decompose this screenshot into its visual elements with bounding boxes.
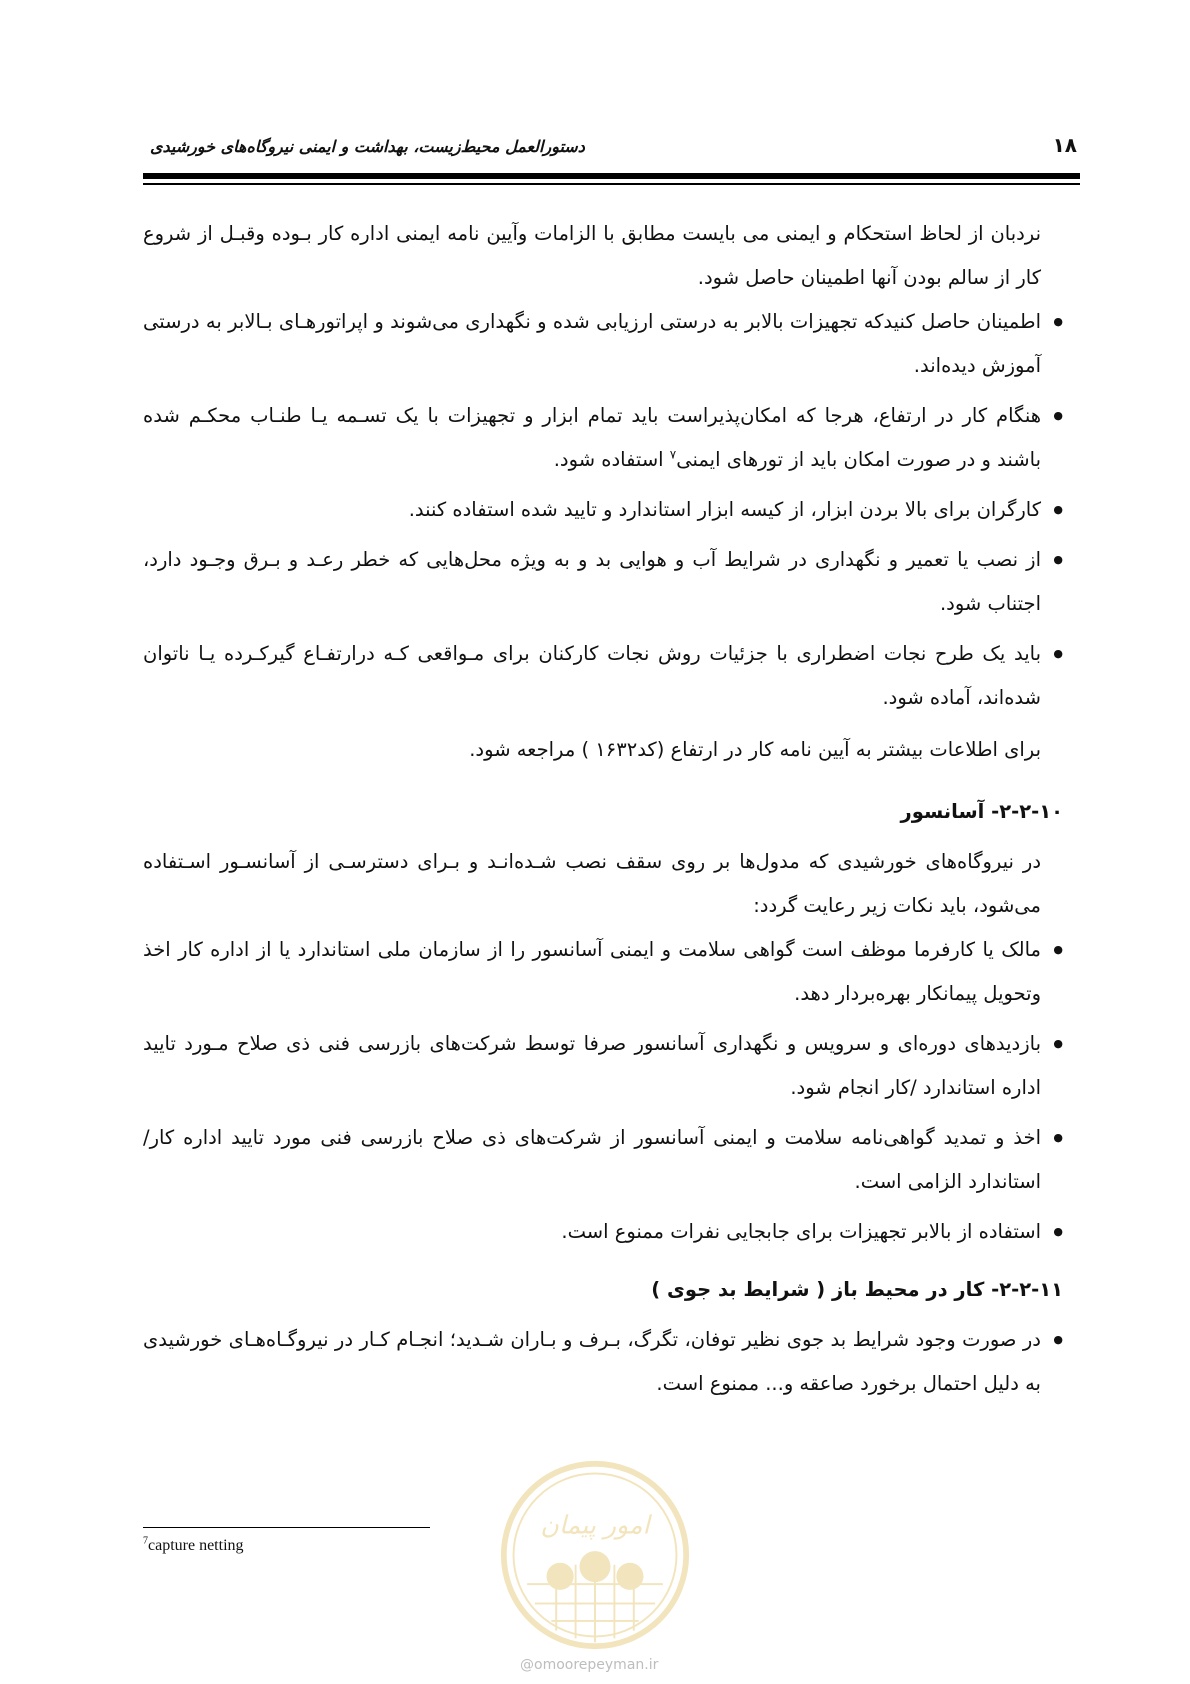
- footnote-text: capture netting: [148, 1537, 244, 1554]
- body-content: [143, 212, 1063, 1412]
- page-number: ۱۸: [1052, 133, 1077, 157]
- section-heading-elevator: ۲-۲-۱۰- آسانسور: [900, 800, 1063, 823]
- reference-paragraph: برای اطلاعات بیشتر به آیین نامه کار در ارتفاع (کد۱۶۳۲ ) مراجعه شود.: [469, 738, 1041, 761]
- intro-paragraph: نردبان از لحاظ استحکام و ایمنی می بایست مطابق با الزامات وآیین نامه ایمنی اداره کار بـوده وقبـل از شروع کار از سالم بودن آنها اطمینان حاصل شود.: [143, 222, 1041, 289]
- watermark-logo-text: امور پیمان: [540, 1510, 650, 1540]
- list-item: ● از نصب یا تعمیر و نگهداری در شرایط آب و هوایی بد و به ویژه محل‌هایی که خطر رعـد و بـرق وجـود دارد، اجتناب شود.: [143, 538, 1063, 626]
- section-paragraph-elevator: در نیروگاه‌های خورشیدی که مدول‌ها بر روی سقف نصب شـده‌انـد و بـرای دسترسـی از آسانسـور اسـتفاده می‌شود، باید نکات زیر رعایت گردد:: [143, 850, 1041, 917]
- bullet-list-elevator: [143, 928, 1063, 1254]
- list-item: ● اطمینان حاصل کنیدکه تجهیزات بالابر به درستی ارزیابی شده و نگهداری می‌شوند و اپراتورهـای بـالابر به درستی آموزش دیده‌اند.: [143, 300, 1063, 388]
- footnote-rule: [143, 1527, 430, 1528]
- list-item: ● بازدیدهای دوره‌ای و سرویس و نگهداری آسانسور صرفا توسط شرکت‌های بازرسی فنی ذی صلاح مـورد تایید اداره استاندارد /کار انجام شود.: [143, 1022, 1063, 1110]
- bullet-list-weather: [143, 1318, 1063, 1406]
- watermark-logo: [498, 1458, 692, 1652]
- running-title: دستورالعمل محیط‌زیست، بهداشت و ایمنی نیروگاه‌های خورشیدی: [150, 137, 585, 156]
- list-item: [143, 394, 1063, 482]
- watermark-url: @omoorepeyman.ir: [520, 1657, 659, 1673]
- header-rule-thin: [143, 183, 1080, 185]
- footnote-number: 7: [143, 1535, 148, 1547]
- list-item: ● باید یک طرح نجات اضطراری با جزئیات روش نجات کارکنان برای مـواقعی کـه درارتفـاع گیرکـرده یـا ناتوان شده‌اند، آماده شود.: [143, 632, 1063, 720]
- header-rule-thick: [143, 173, 1080, 179]
- list-item-text: هنگام کار در ارتفاع، هرجا که امکان‌پذیراست باید تمام ابزار و تجهیزات با یک تسـمه یـا طنـاب محکـم شده باشند و در صورت امکان باید از تورهای ایمنی: [143, 404, 1041, 471]
- list-item: ● اخذ و تمدید گواهی‌نامه سلامت و ایمنی آسانسور از شرکت‌های ذی صلاح بازرسی فنی مورد تایید اداره کار/استاندارد الزامی است.: [143, 1116, 1063, 1204]
- footnote: [143, 1537, 244, 1555]
- list-item: ● استفاده از بالابر تجهیزات برای جابجایی نفرات ممنوع است.: [143, 1210, 1063, 1254]
- list-item: ● در صورت وجود شرایط بد جوی نظیر توفان، تگرگ، بـرف و بـاران شـدید؛ انجـام کـار در نیروگـاه‌هـای خورشیدی به دلیل احتمال برخورد صاعقه و... ممنوع است.: [143, 1318, 1063, 1406]
- section-heading-weather: ۲-۲-۱۱- کار در محیط باز ( شرایط بد جوی ): [651, 1278, 1063, 1301]
- bullet-list-safety: [143, 300, 1063, 720]
- list-item-text: استفاده شود.: [553, 448, 670, 471]
- list-item: ● کارگران برای بالا بردن ابزار، از کیسه ابزار استاندارد و تایید شده استفاده کنند.: [143, 488, 1063, 532]
- footnote-mark: ۷: [669, 447, 677, 462]
- list-item: ● مالک یا کارفرما موظف است گواهی سلامت و ایمنی آسانسور را از سازمان ملی استاندارد یا از اداره کار اخذ وتحویل پیمانکار بهره‌بردار دهد.: [143, 928, 1063, 1016]
- page-header: [150, 125, 1077, 165]
